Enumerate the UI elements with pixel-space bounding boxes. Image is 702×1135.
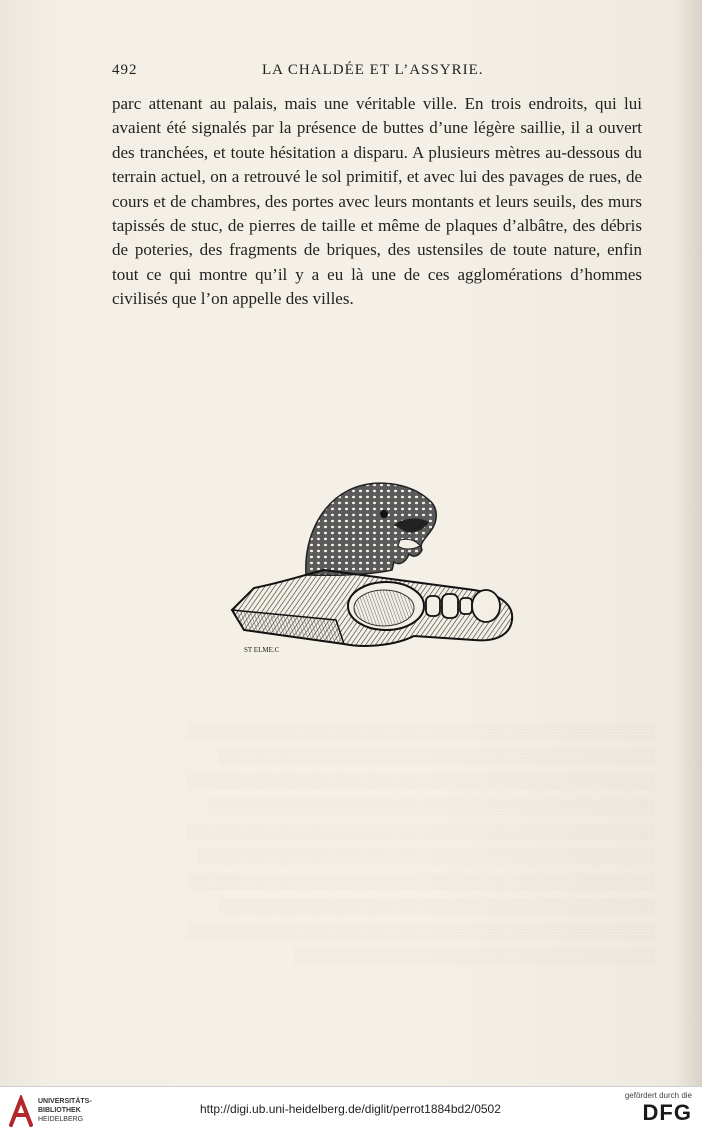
- lion-head-lamp-illustration: [224, 470, 524, 660]
- engraver-signature: ST ELME.C: [244, 646, 280, 654]
- library-name-line1: UNIVERSITÄTS-: [38, 1098, 92, 1105]
- page-header: [112, 62, 642, 84]
- dfg-funding-logo[interactable]: [612, 1091, 692, 1126]
- permalink-url[interactable]: http://digi.ub.uni-heidelberg.de/diglit/perrot1884bd2/0502: [200, 1102, 501, 1116]
- library-name-line3: HEIDELBERG: [38, 1116, 84, 1123]
- dfg-mark: DFG: [642, 1100, 692, 1125]
- heidelberg-library-logo[interactable]: [8, 1093, 108, 1131]
- running-title: LA CHALDÉE ET L’ASSYRIE.: [262, 62, 484, 78]
- show-through-bleed: ░░░░░░░░░░░░░░░░░░░░░░░░░░░░░░░░░░░░░░░░░░░░ ░░░░░░░░░░░░░░░░░░░░░░░░░░░░░░░░░░░░░░░░░ ░░░░░░░░░░░░░░░░░░░░░░░░░░░░░░░░░░░░░░░░░░░░ ░░░░░░░░░░░░░░░░░░░░░░░░░░░░░░░░░░░░░░░░░░ ░░░░░░░░░░░░░░░░░░░░░░░░░░░░░░░░░░░░░░░░░░░░ ░░░░░░░░░░░░░░░░░░░░░░░░░░░░░░░░░░░░░░░░░░░ ░░░░░░░░░░░░░░░░░░░░░░░░░░░░░░░░░░░░░░░░░░░░ ░░░░░░░░░░░░░░░░░░░░░░░░░░░░░░░░░░░░░░░░░ ░░░░░░░░░░░░░░░░░░░░░░░░░░░░░░░░░░░░░░░░░░░░ ░░░░░░░░░░░░░░░░░░░░░░░░░░░░░░░░░░: [187, 724, 655, 965]
- footer-bar: [0, 1086, 702, 1135]
- funded-by-label: gefördert durch die: [624, 1091, 692, 1100]
- lion-head-lamp-engraving: [224, 470, 524, 660]
- body-paragraph: parc attenant au palais, mais une véritable ville. En trois endroits, qui lui avaient été signalés par la présence de buttes d’une légère saillie, il a ouvert des tranchées, et toute hésitation a disparu. A plusieurs mètres au-dessous du terrain actuel, on a retrouvé le sol primitif, et avec lui des pavages de rues, de cours et de chambres, des portes avec leurs montants et leurs seuils, des murs tapissés de stuc, de pierres de taille et même de plaques d’albâtre, des débris de poteries, des fragments de briques, des ustensiles de toute nature, enfin tout ce qui montre qu’il y a eu là une de ces agglomérations d’hommes civilisés que l’on appelle des villes.: [112, 94, 642, 309]
- library-seal-icon: [8, 1095, 34, 1129]
- library-name-line2: BIBLIOTHEK: [38, 1107, 81, 1114]
- page-number: 492: [112, 62, 138, 78]
